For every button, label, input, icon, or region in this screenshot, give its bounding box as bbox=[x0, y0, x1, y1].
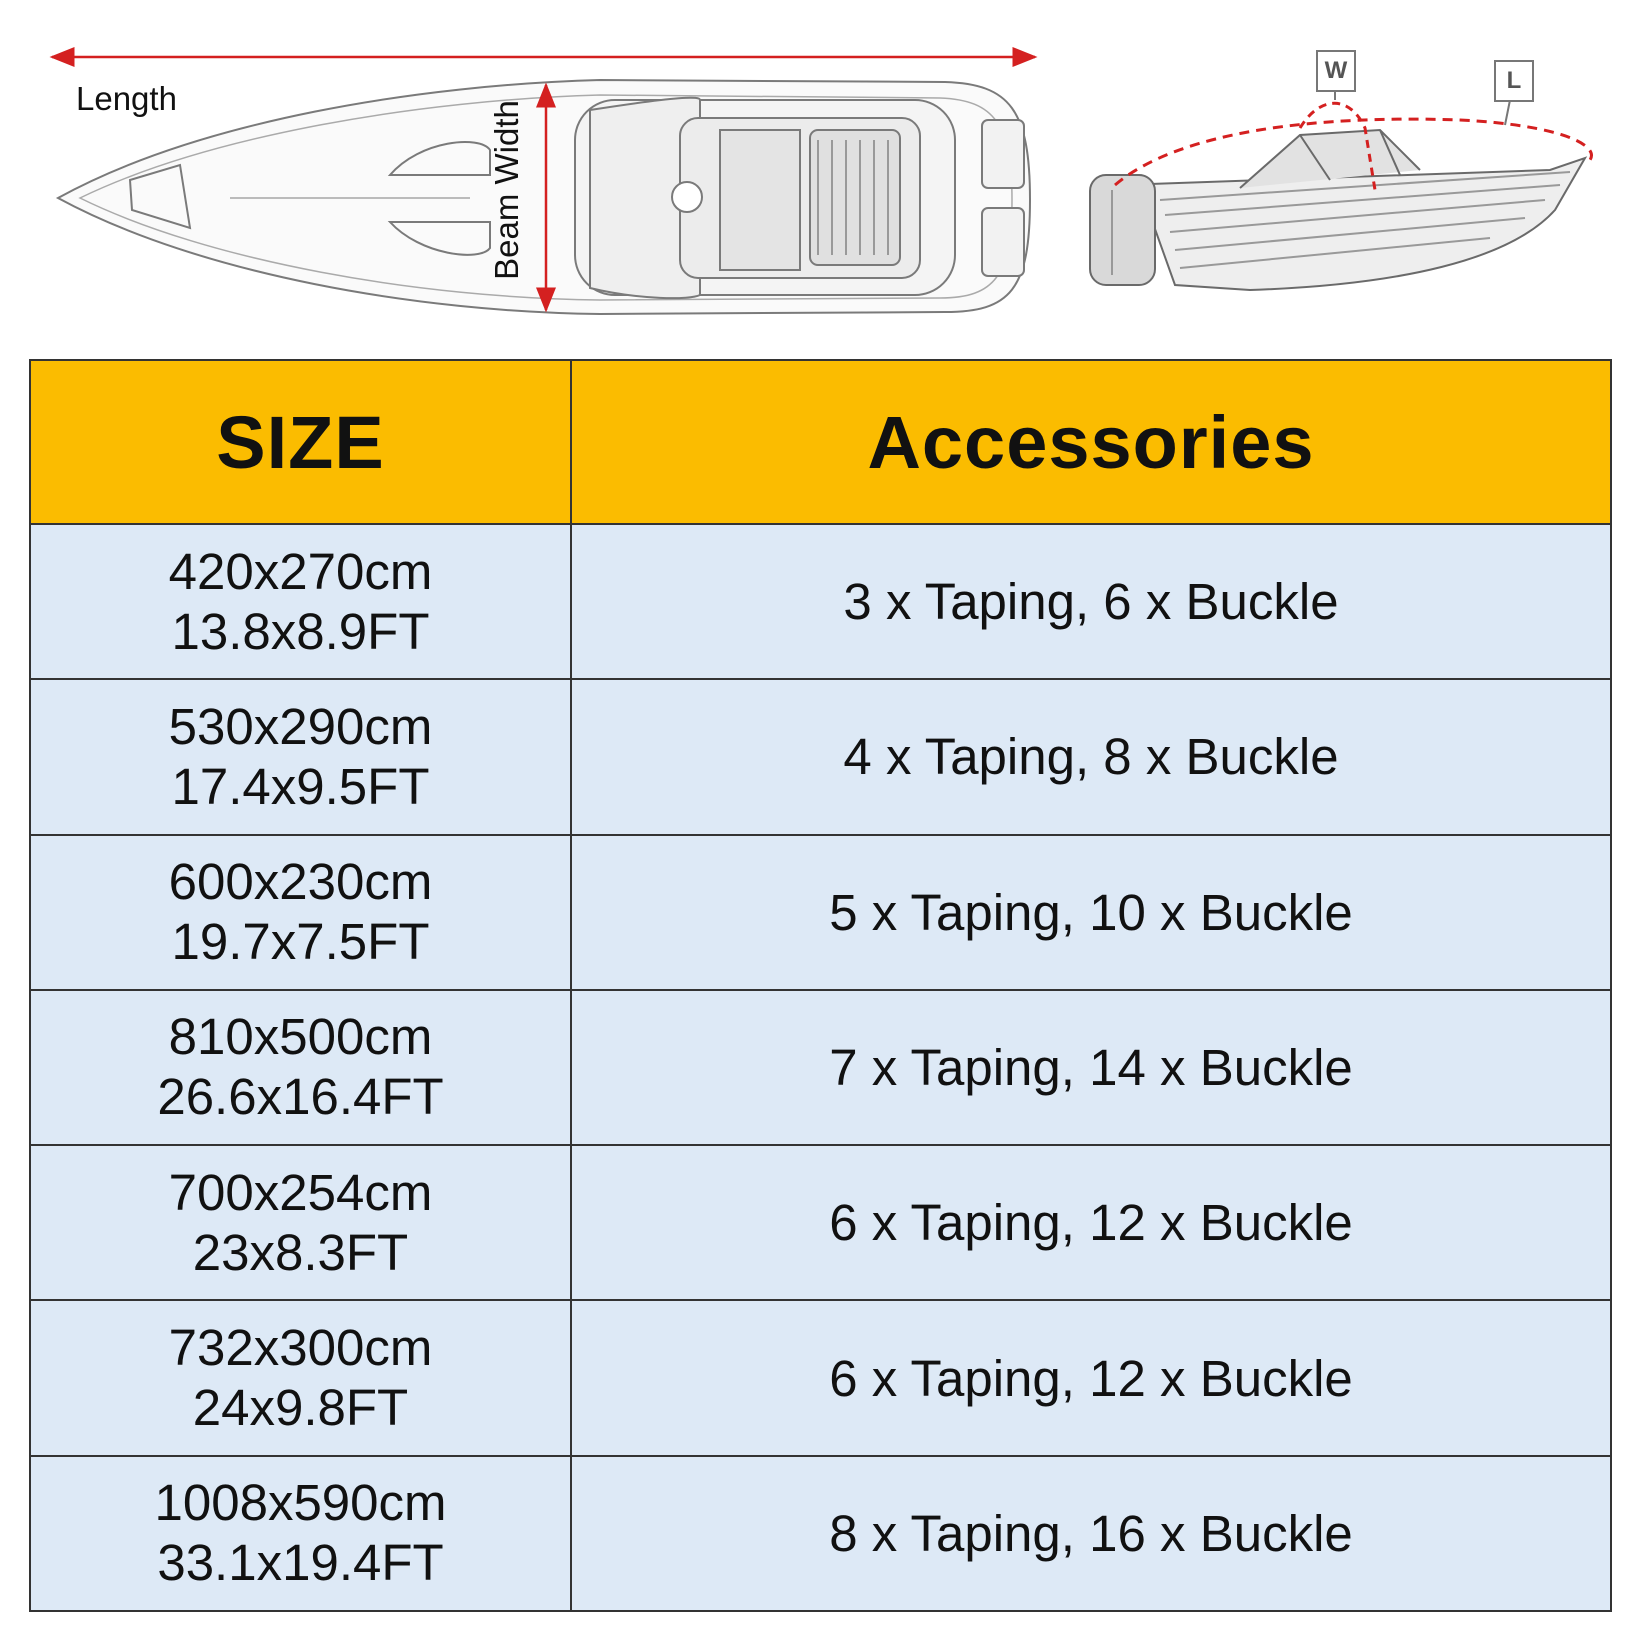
table-row bbox=[30, 1456, 1611, 1611]
length-marker: L bbox=[1494, 60, 1534, 102]
size-cell bbox=[30, 524, 571, 679]
table-header-row bbox=[30, 360, 1611, 524]
table-row bbox=[30, 679, 1611, 834]
table-row bbox=[30, 990, 1611, 1145]
size-cell bbox=[30, 679, 571, 834]
size-cm: 1008x590cm bbox=[154, 1474, 447, 1532]
size-ft: 23x8.3FT bbox=[192, 1223, 409, 1281]
size-cell bbox=[30, 1300, 571, 1455]
table-row bbox=[30, 524, 1611, 679]
size-ft: 17.4x9.5FT bbox=[171, 757, 430, 815]
size-cm: 530x290cm bbox=[168, 697, 433, 755]
size-ft: 19.7x7.5FT bbox=[171, 913, 430, 971]
size-cell bbox=[30, 1456, 571, 1611]
accessories-cell: 8 x Taping, 16 x Buckle bbox=[571, 1456, 1611, 1611]
size-cell bbox=[30, 835, 571, 990]
boat-drawings bbox=[0, 0, 1640, 350]
width-marker: W bbox=[1316, 50, 1356, 92]
size-ft: 24x9.8FT bbox=[192, 1379, 409, 1437]
size-cm: 732x300cm bbox=[168, 1319, 433, 1377]
side-view-boat bbox=[1090, 130, 1585, 290]
size-cell bbox=[30, 1145, 571, 1300]
accessories-header: Accessories bbox=[571, 360, 1611, 524]
size-ft: 33.1x19.4FT bbox=[157, 1534, 444, 1592]
table-row bbox=[30, 1145, 1611, 1300]
size-table bbox=[29, 359, 1612, 1612]
size-cm: 600x230cm bbox=[168, 853, 433, 911]
top-view-boat bbox=[58, 80, 1030, 314]
accessories-cell: 6 x Taping, 12 x Buckle bbox=[571, 1145, 1611, 1300]
size-header: SIZE bbox=[30, 360, 571, 524]
size-ft: 13.8x8.9FT bbox=[171, 602, 430, 660]
accessories-cell: 6 x Taping, 12 x Buckle bbox=[571, 1300, 1611, 1455]
accessories-cell: 4 x Taping, 8 x Buckle bbox=[571, 679, 1611, 834]
beam-width-label: Beam Width bbox=[488, 100, 525, 280]
table-row bbox=[30, 835, 1611, 990]
accessories-cell: 7 x Taping, 14 x Buckle bbox=[571, 990, 1611, 1145]
table-row bbox=[30, 1300, 1611, 1455]
size-cm: 420x270cm bbox=[168, 542, 433, 600]
accessories-cell: 5 x Taping, 10 x Buckle bbox=[571, 835, 1611, 990]
size-cm: 700x254cm bbox=[168, 1163, 433, 1221]
size-cell bbox=[30, 990, 571, 1145]
size-cm: 810x500cm bbox=[168, 1008, 433, 1066]
accessories-cell: 3 x Taping, 6 x Buckle bbox=[571, 524, 1611, 679]
length-label: Length bbox=[76, 80, 177, 117]
size-ft: 26.6x16.4FT bbox=[157, 1068, 444, 1126]
boat-diagram-area bbox=[0, 0, 1640, 350]
